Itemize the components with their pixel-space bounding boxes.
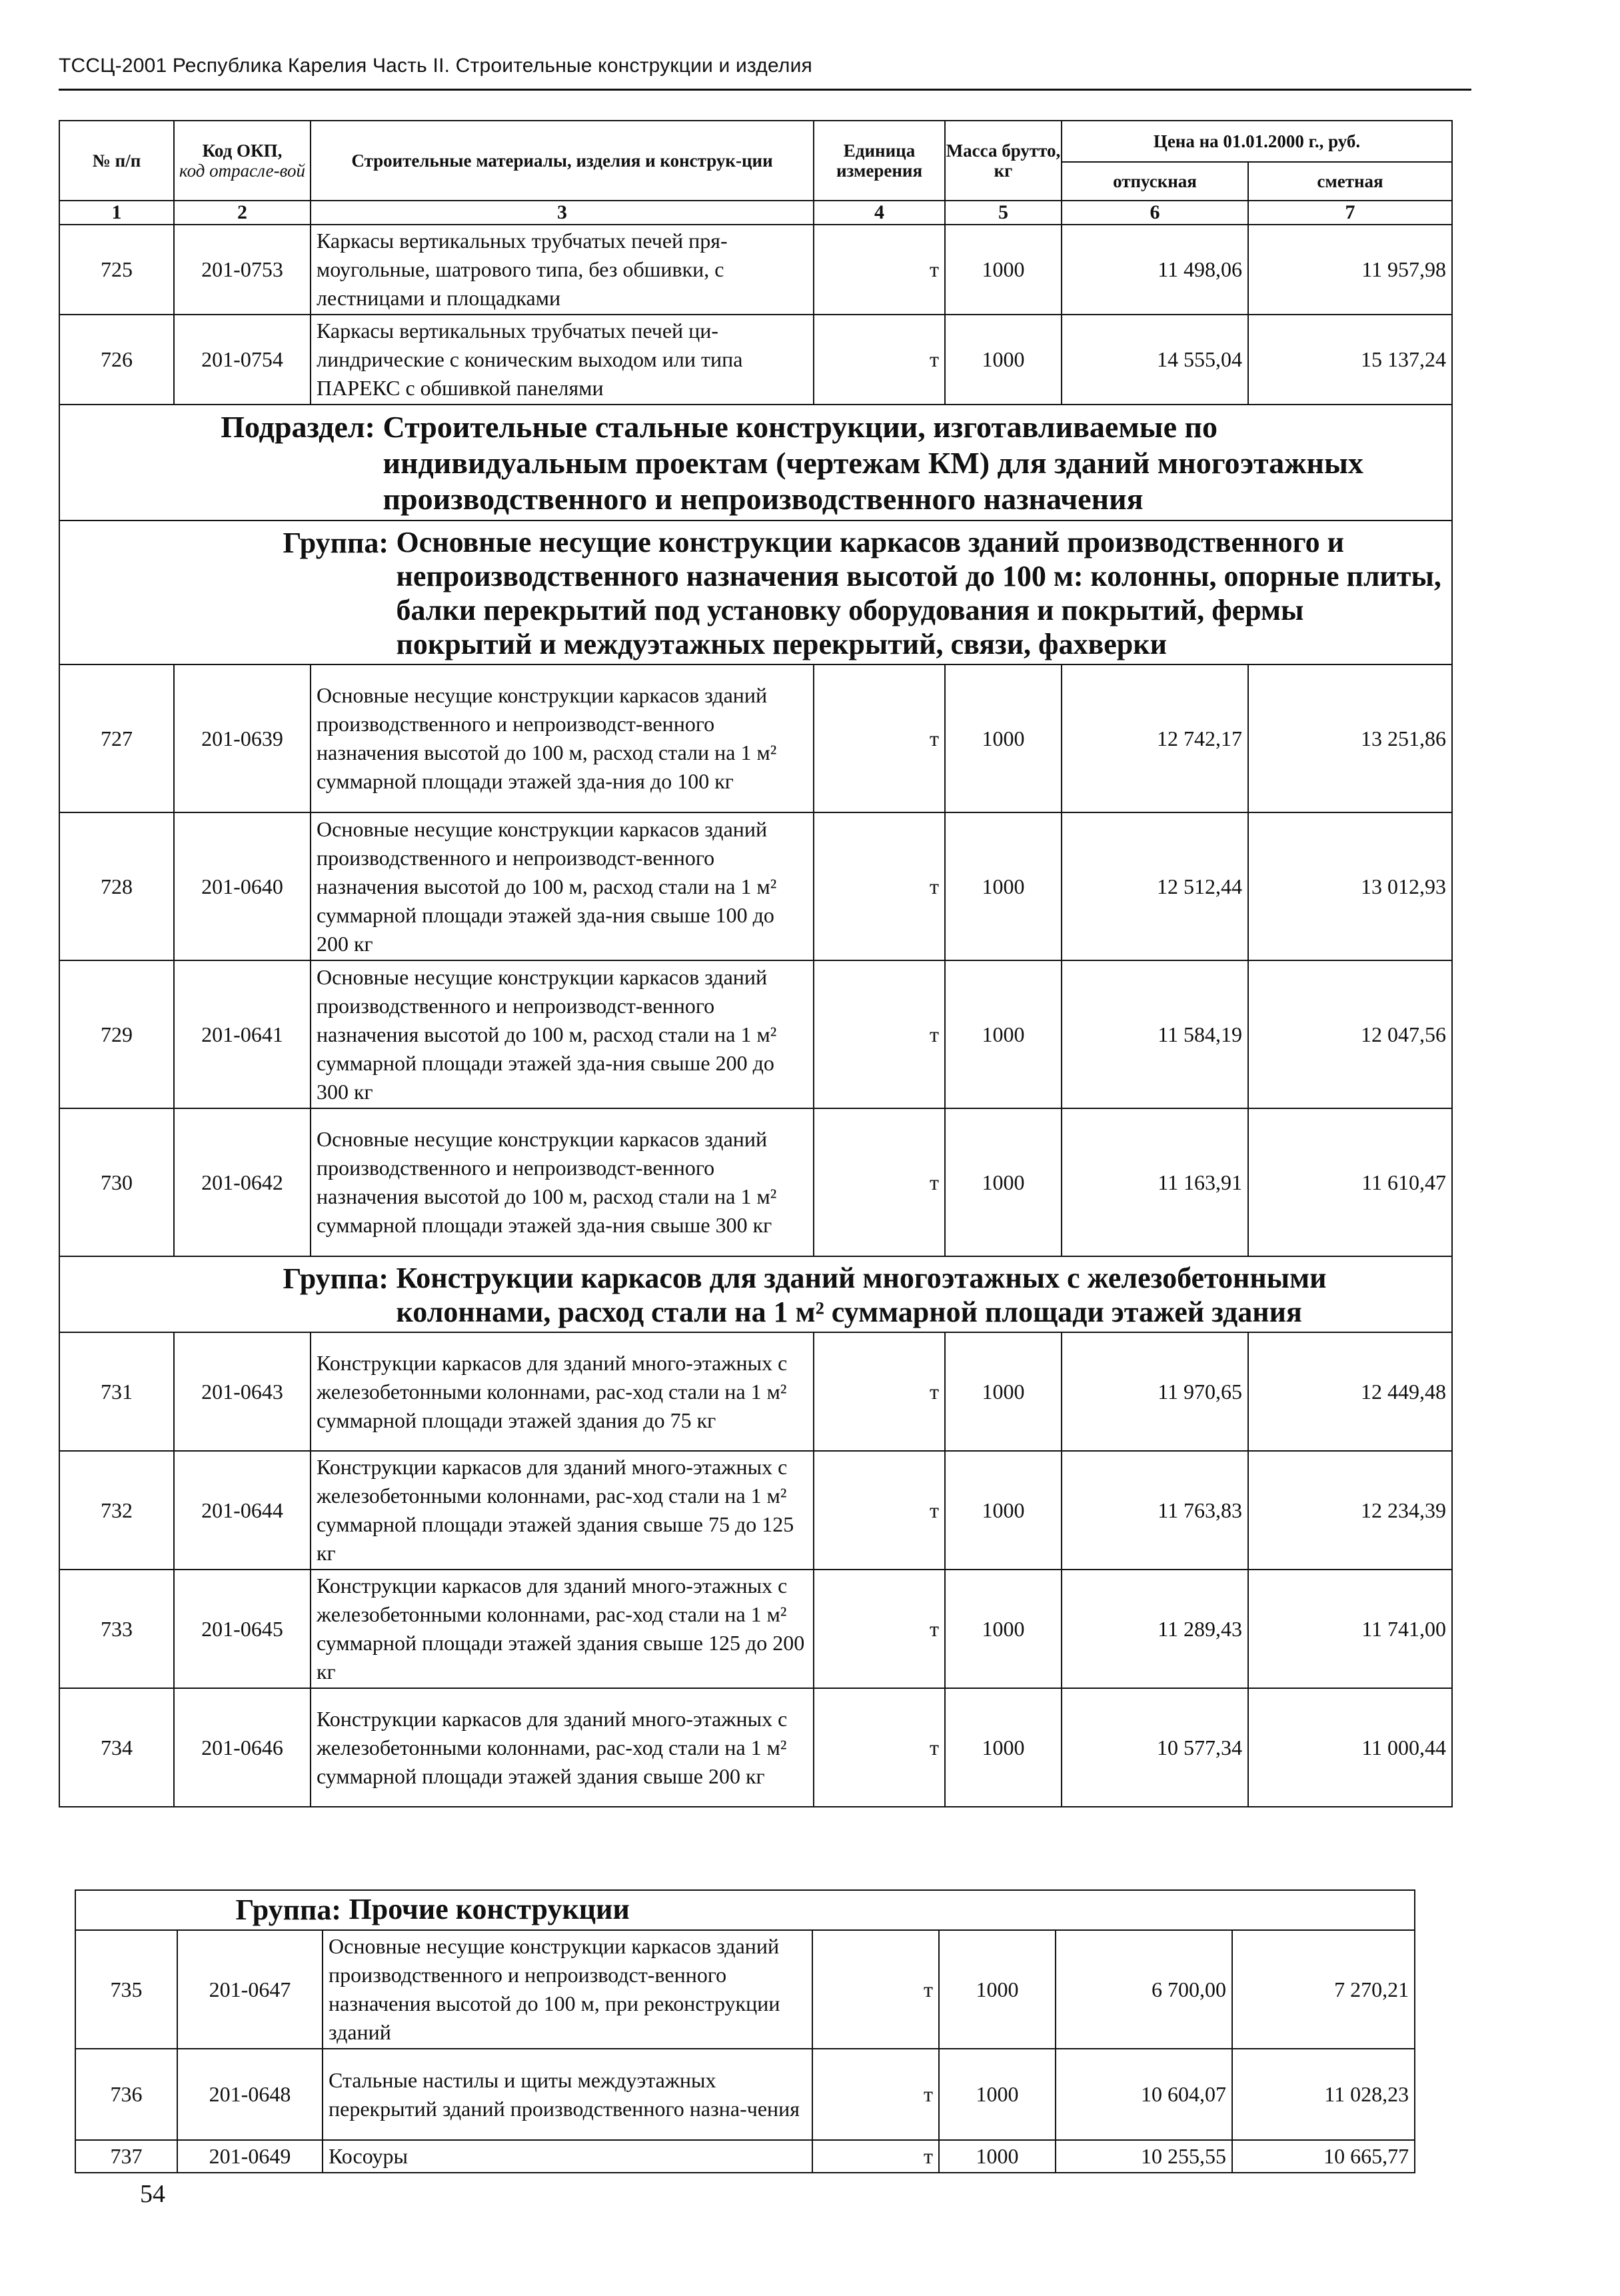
row-price-estimate: 11 957,98 xyxy=(1248,225,1452,315)
table-row xyxy=(59,960,1452,1108)
row-code: 201-0643 xyxy=(174,1332,311,1451)
table-row xyxy=(59,1451,1452,1570)
group-title: Прочие конструкции xyxy=(349,1893,630,1925)
table-row xyxy=(59,1688,1452,1807)
row-code: 201-0649 xyxy=(177,2140,323,2173)
row-mass: 1000 xyxy=(939,2049,1056,2140)
rows-group-c xyxy=(59,1332,1452,1807)
column-number: 1 xyxy=(59,201,174,225)
row-mass: 1000 xyxy=(945,315,1062,405)
row-price-estimate: 11 610,47 xyxy=(1248,1108,1452,1256)
row-mass: 1000 xyxy=(945,812,1062,960)
row-unit: т xyxy=(814,1570,945,1688)
row-unit: т xyxy=(814,1332,945,1451)
row-mass: 1000 xyxy=(945,1570,1062,1688)
row-name: Каркасы вертикальных трубчатых печей ци-линдрические с коническим выходом или типа ПАРЕКС с обшивкой панелями xyxy=(311,315,814,405)
row-price-estimate: 11 000,44 xyxy=(1248,1688,1452,1807)
table-row xyxy=(75,2140,1415,2173)
column-number: 2 xyxy=(174,201,311,225)
table-row xyxy=(59,664,1452,812)
table-row xyxy=(59,315,1452,405)
row-code: 201-0645 xyxy=(174,1570,311,1688)
group-heading-row xyxy=(75,1890,1415,1930)
row-unit: т xyxy=(814,1688,945,1807)
row-name: Косоуры xyxy=(323,2140,812,2173)
column-number: 6 xyxy=(1062,201,1248,225)
row-number: 730 xyxy=(59,1108,174,1256)
row-price-release: 14 555,04 xyxy=(1062,315,1248,405)
row-name: Основные несущие конструкции каркасов зданий производственного и непроизводст-венного назначения высотой до 100 м, расход стали на 1 м² суммарной площади этажей зда-ния свыше 300 кг xyxy=(311,1108,814,1256)
row-mass: 1000 xyxy=(945,960,1062,1108)
row-price-release: 11 584,19 xyxy=(1062,960,1248,1108)
row-price-estimate: 11 028,23 xyxy=(1232,2049,1415,2140)
row-code: 201-0647 xyxy=(177,1930,323,2049)
table-row xyxy=(59,1570,1452,1688)
row-code: 201-0640 xyxy=(174,812,311,960)
group-label: Группа: xyxy=(235,1893,341,1926)
price-table xyxy=(59,120,1453,1807)
column-number: 4 xyxy=(814,201,945,225)
row-mass: 1000 xyxy=(939,2140,1056,2173)
subsection-title: Строительные стальные конструкции, изготавливаемые по индивидуальным проектам (чертежам КМ) для зданий многоэтажных производственного и непроизводственного назначения xyxy=(383,410,1363,516)
row-number: 725 xyxy=(59,225,174,315)
table-row xyxy=(59,1332,1452,1451)
row-price-release: 10 604,07 xyxy=(1056,2049,1232,2140)
subsection-label: Подраздел: xyxy=(221,410,375,444)
row-code: 201-0754 xyxy=(174,315,311,405)
row-unit: т xyxy=(814,1451,945,1570)
row-price-estimate: 12 234,39 xyxy=(1248,1451,1452,1570)
row-number: 732 xyxy=(59,1451,174,1570)
column-number: 5 xyxy=(945,201,1062,225)
row-price-release: 10 255,55 xyxy=(1056,2140,1232,2173)
row-price-estimate: 12 047,56 xyxy=(1248,960,1452,1108)
col-header-code-line1: Код ОКП, xyxy=(202,140,283,161)
row-name: Основные несущие конструкции каркасов зданий производственного и непроизводст-венного назначения высотой до 100 м, расход стали на 1 м² суммарной площади этажей зда-ния свыше 100 до 200 кг xyxy=(311,812,814,960)
row-number: 726 xyxy=(59,315,174,405)
row-name: Конструкции каркасов для зданий много-этажных с железобетонными колоннами, рас-ход стали на 1 м² суммарной площади этажей здания свыше 200 кг xyxy=(311,1688,814,1807)
row-number: 735 xyxy=(75,1930,177,2049)
row-number: 728 xyxy=(59,812,174,960)
row-mass: 1000 xyxy=(945,1688,1062,1807)
row-price-release: 11 970,65 xyxy=(1062,1332,1248,1451)
row-name: Основные несущие конструкции каркасов зданий производственного и непроизводст-венного назначения высотой до 100 м, расход стали на 1 м² суммарной площади этажей зда-ния до 100 кг xyxy=(311,664,814,812)
row-unit: т xyxy=(814,225,945,315)
row-number: 731 xyxy=(59,1332,174,1451)
table-row xyxy=(75,2049,1415,2140)
row-name: Конструкции каркасов для зданий много-этажных с железобетонными колоннами, рас-ход стали на 1 м² суммарной площади этажей здания свыше 75 до 125 кг xyxy=(311,1451,814,1570)
col-header-price-estimate: сметная xyxy=(1248,162,1452,201)
row-code: 201-0641 xyxy=(174,960,311,1108)
table-row xyxy=(59,812,1452,960)
row-number: 737 xyxy=(75,2140,177,2173)
rows-group-b xyxy=(59,664,1452,1256)
rows-group-d xyxy=(75,1930,1415,2173)
col-header-price-group: Цена на 01.01.2000 г., руб. xyxy=(1062,121,1452,162)
row-name: Конструкции каркасов для зданий много-этажных с железобетонными колоннами, рас-ход стали на 1 м² суммарной площади этажей здания свыше 125 до 200 кг xyxy=(311,1570,814,1688)
row-name: Каркасы вертикальных трубчатых печей пря-моугольные, шатрового типа, без обшивки, с лестницами и площадками xyxy=(311,225,814,315)
row-price-release: 12 742,17 xyxy=(1062,664,1248,812)
row-price-estimate: 7 270,21 xyxy=(1232,1930,1415,2049)
col-header-price-release: отпускная xyxy=(1062,162,1248,201)
row-code: 201-0642 xyxy=(174,1108,311,1256)
column-number-row xyxy=(59,201,1452,225)
col-header-no: № п/п xyxy=(59,121,174,201)
col-header-mass: Масса брутто, кг xyxy=(945,121,1062,201)
column-number: 3 xyxy=(311,201,814,225)
row-name: Основные несущие конструкции каркасов зданий производственного и непроизводст-венного назначения высотой до 100 м, при реконструкции зданий xyxy=(323,1930,812,2049)
row-unit: т xyxy=(814,315,945,405)
price-table-continued xyxy=(75,1889,1415,2173)
row-code: 201-0639 xyxy=(174,664,311,812)
row-price-estimate: 15 137,24 xyxy=(1248,315,1452,405)
col-header-unit: Единица измерения xyxy=(814,121,945,201)
row-mass: 1000 xyxy=(939,1930,1056,2049)
row-price-release: 10 577,34 xyxy=(1062,1688,1248,1807)
row-price-estimate: 12 449,48 xyxy=(1248,1332,1452,1451)
row-mass: 1000 xyxy=(945,225,1062,315)
row-code: 201-0644 xyxy=(174,1451,311,1570)
running-head: ТССЦ-2001 Республика Карелия Часть II. Строительные конструкции и изделия xyxy=(59,55,812,77)
col-header-code xyxy=(174,121,311,201)
group-title: Конструкции каркасов для зданий многоэтажных с железобетонными колоннами, расход стали на 1 м² суммарной площади этажей здания xyxy=(396,1262,1327,1328)
row-unit: т xyxy=(812,2049,939,2140)
row-number: 733 xyxy=(59,1570,174,1688)
row-price-estimate: 13 251,86 xyxy=(1248,664,1452,812)
table-row xyxy=(75,1930,1415,2049)
row-mass: 1000 xyxy=(945,1332,1062,1451)
row-code: 201-0646 xyxy=(174,1688,311,1807)
row-price-release: 11 289,43 xyxy=(1062,1570,1248,1688)
row-number: 736 xyxy=(75,2049,177,2140)
row-mass: 1000 xyxy=(945,1108,1062,1256)
row-number: 734 xyxy=(59,1688,174,1807)
header-rule xyxy=(59,89,1471,91)
row-price-estimate: 10 665,77 xyxy=(1232,2140,1415,2173)
row-unit: т xyxy=(814,812,945,960)
row-mass: 1000 xyxy=(945,1451,1062,1570)
group-label: Группа: xyxy=(283,1262,389,1295)
row-price-release: 6 700,00 xyxy=(1056,1930,1232,2049)
rows-group-a xyxy=(59,225,1452,405)
row-price-release: 12 512,44 xyxy=(1062,812,1248,960)
row-code: 201-0648 xyxy=(177,2049,323,2140)
group-heading-row xyxy=(59,1256,1452,1332)
row-number: 729 xyxy=(59,960,174,1108)
row-price-estimate: 11 741,00 xyxy=(1248,1570,1452,1688)
page-number: 54 xyxy=(140,2180,165,2208)
subsection-heading-row xyxy=(59,405,1452,521)
col-header-code-line2: код отрасле-вой xyxy=(179,161,305,181)
row-number: 727 xyxy=(59,664,174,812)
row-mass: 1000 xyxy=(945,664,1062,812)
row-unit: т xyxy=(814,960,945,1108)
table-row xyxy=(59,225,1452,315)
row-price-estimate: 13 012,93 xyxy=(1248,812,1452,960)
row-price-release: 11 498,06 xyxy=(1062,225,1248,315)
group-heading-row xyxy=(59,521,1452,664)
row-name: Конструкции каркасов для зданий много-этажных с железобетонными колоннами, рас-ход стали на 1 м² суммарной площади этажей здания до 75 кг xyxy=(311,1332,814,1451)
row-name: Стальные настилы и щиты междуэтажных перекрытий зданий производственного назна-чения xyxy=(323,2049,812,2140)
row-price-release: 11 763,83 xyxy=(1062,1451,1248,1570)
row-unit: т xyxy=(812,1930,939,2049)
row-name: Основные несущие конструкции каркасов зданий производственного и непроизводст-венного назначения высотой до 100 м, расход стали на 1 м² суммарной площади этажей зда-ния свыше 200 до 300 кг xyxy=(311,960,814,1108)
table-row xyxy=(59,1108,1452,1256)
row-unit: т xyxy=(814,1108,945,1256)
group-label: Группа: xyxy=(283,527,389,559)
group-title: Основные несущие конструкции каркасов зданий производственного и непроизводственного назначения высотой до 100 м: колонны, опорные плиты, балки перекрытий под установку оборудования и покрытий, фермы покрытий и междуэтажных перекрытий, связи, фахверки xyxy=(396,526,1441,660)
row-code: 201-0753 xyxy=(174,225,311,315)
row-unit: т xyxy=(814,664,945,812)
row-price-release: 11 163,91 xyxy=(1062,1108,1248,1256)
col-header-name: Строительные материалы, изделия и конструк-ции xyxy=(311,121,814,201)
row-unit: т xyxy=(812,2140,939,2173)
column-number: 7 xyxy=(1248,201,1452,225)
